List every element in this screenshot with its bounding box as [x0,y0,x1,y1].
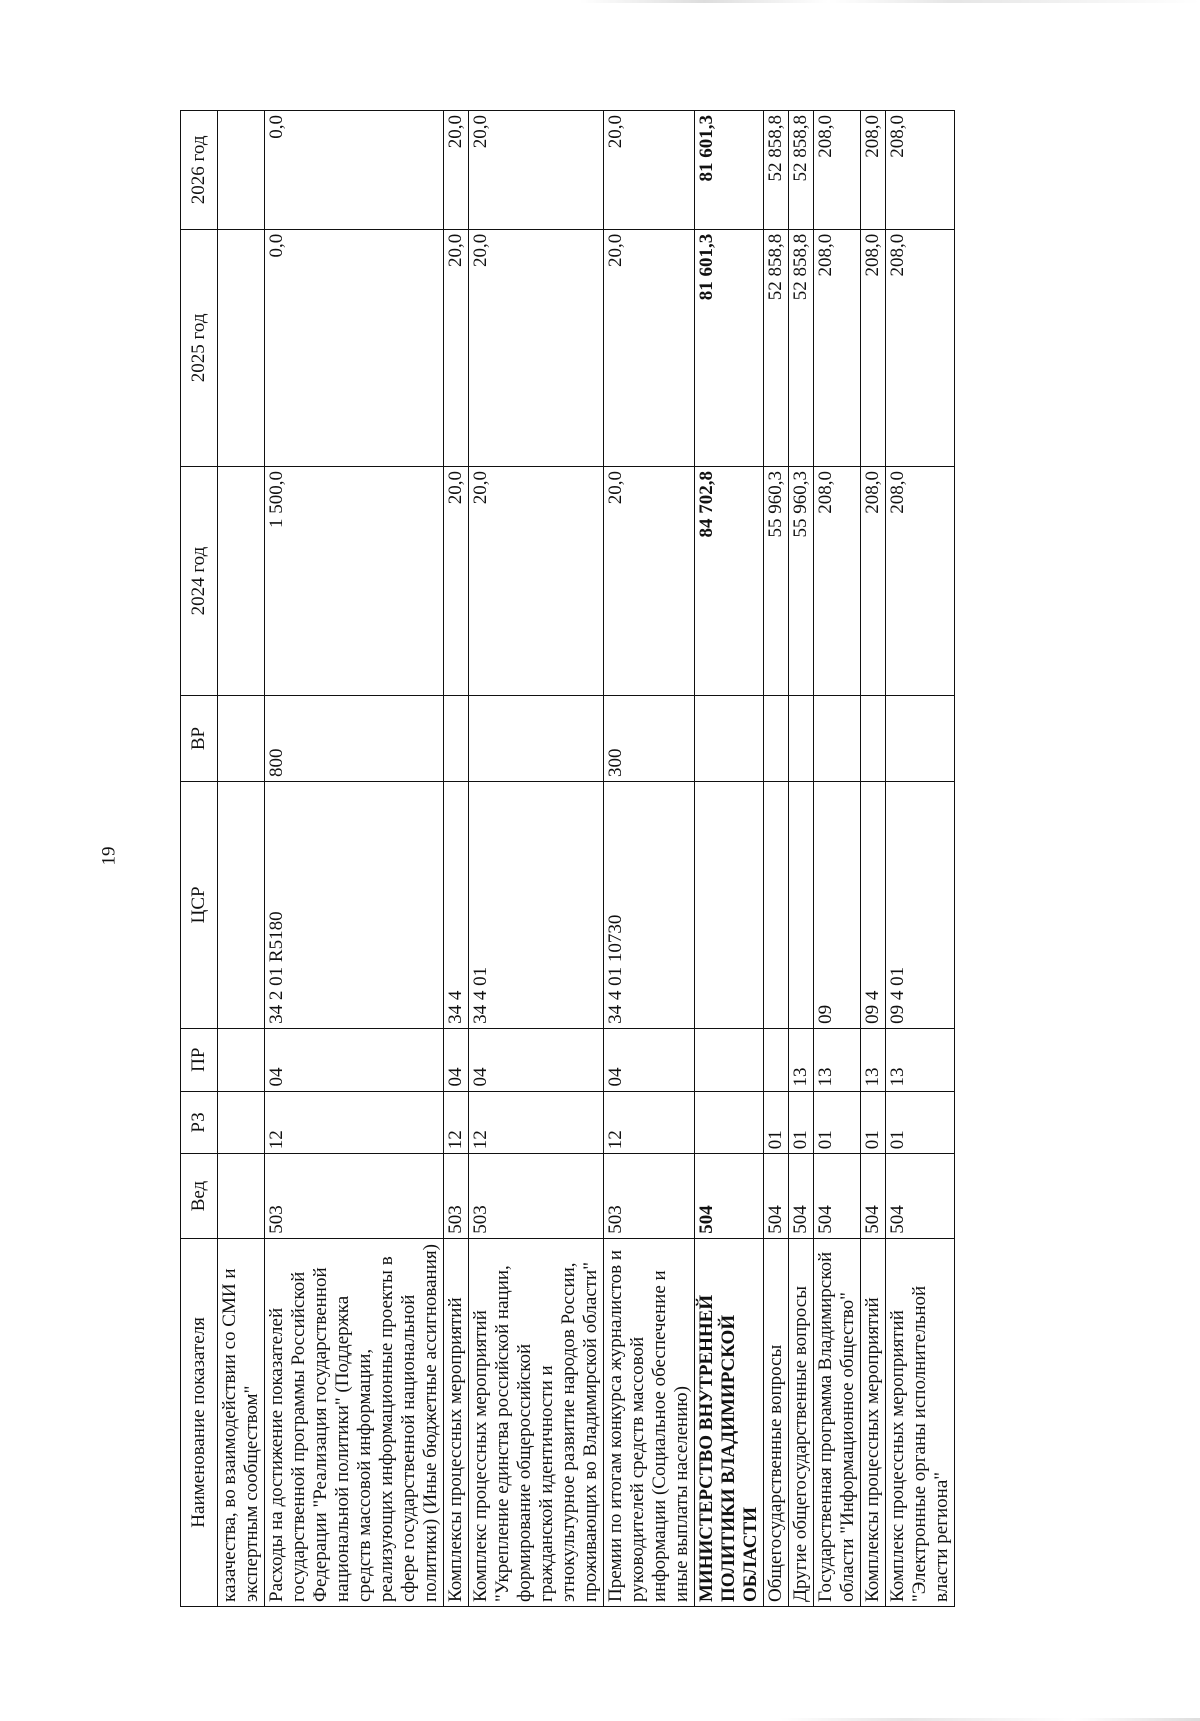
cell-y2026: 20,0 [444,111,469,230]
cell-pr [764,1028,789,1091]
cell-name: Расходы на достижение показателей государственной программы Российской Федерации "Реализация государственной национальной политики" (Поддержка средств массовой информации, реализующих информационные проекты в сфере государственной национальной политики) (Иные бюджетные ассигнования) [265,1238,444,1606]
cell-vr: 300 [604,696,695,782]
cell-y2026: 20,0 [604,111,695,230]
header-2025: 2025 год [181,229,218,466]
header-rz: РЗ [181,1091,218,1154]
header-name: Наименование показателя [181,1238,218,1606]
cell-name: Другие общегосударственные вопросы [789,1238,814,1606]
cell-rz: 01 [814,1091,861,1154]
cell-vr [695,696,764,782]
cell-y2024 [218,466,265,695]
cell-y2025: 20,0 [604,229,695,466]
cell-ved [218,1154,265,1239]
cell-y2025: 208,0 [886,229,955,466]
page-number: 19 [98,846,120,866]
cell-y2024: 20,0 [444,466,469,695]
cell-rz: 12 [444,1091,469,1154]
cell-y2024: 55 960,3 [789,466,814,695]
cell-vr [444,696,469,782]
cell-y2026: 208,0 [886,111,955,230]
cell-y2024: 20,0 [604,466,695,695]
cell-csr [764,781,789,1028]
cell-pr: 13 [814,1028,861,1091]
cell-csr [789,781,814,1028]
cell-name: Государственная программа Владимирской области "Информационное общество" [814,1238,861,1606]
header-2026: 2026 год [181,111,218,230]
cell-y2025: 52 858,8 [789,229,814,466]
cell-name: Премии по итогам конкурса журналистов и руководителей средств массовой информации (Социальное обеспечение и иные выплаты населению) [604,1238,695,1606]
cell-vr [886,696,955,782]
cell-y2026: 0,0 [265,111,444,230]
cell-csr [695,781,764,1028]
cell-pr [218,1028,265,1091]
cell-rz [695,1091,764,1154]
cell-vr [764,696,789,782]
cell-pr: 04 [444,1028,469,1091]
cell-y2026 [218,111,265,230]
cell-name: МИНИСТЕРСТВО ВНУТРЕННЕЙ ПОЛИТИКИ ВЛАДИМИРСКОЙ ОБЛАСТИ [695,1238,764,1606]
cell-csr: 09 4 [861,781,886,1028]
cell-pr: 13 [886,1028,955,1091]
table-row [218,111,265,1607]
cell-rz: 01 [861,1091,886,1154]
header-csr: ЦСР [181,781,218,1028]
cell-y2024: 208,0 [814,466,861,695]
cell-vr [469,696,604,782]
cell-ved: 503 [604,1154,695,1239]
cell-y2024: 208,0 [886,466,955,695]
cell-y2025: 20,0 [444,229,469,466]
cell-pr: 13 [789,1028,814,1091]
cell-rz: 01 [764,1091,789,1154]
cell-y2024: 84 702,8 [695,466,764,695]
cell-csr [218,781,265,1028]
cell-ved: 504 [861,1154,886,1239]
cell-y2025 [218,229,265,466]
cell-ved: 504 [789,1154,814,1239]
cell-name: Комплексы процессных мероприятий [861,1238,886,1606]
cell-ved: 503 [444,1154,469,1239]
cell-y2025: 0,0 [265,229,444,466]
header-ved: Вед [181,1154,218,1239]
cell-vr [218,696,265,782]
cell-rz [218,1091,265,1154]
cell-csr: 34 2 01 R5180 [265,781,444,1028]
table-row [861,111,886,1607]
cell-rz: 01 [789,1091,814,1154]
header-2024: 2024 год [181,466,218,695]
cell-vr: 800 [265,696,444,782]
cell-pr: 04 [469,1028,604,1091]
table-row [764,111,789,1607]
cell-csr: 34 4 01 [469,781,604,1028]
cell-pr [695,1028,764,1091]
cell-name: Комплекс процессных мероприятий "Укрепление единства российской нации, формирование общероссийской гражданской идентичности и этнокультурное развитие народов России, проживающих во Владимирской области" [469,1238,604,1606]
cell-ved: 504 [814,1154,861,1239]
cell-rz: 12 [469,1091,604,1154]
cell-pr: 04 [265,1028,444,1091]
cell-y2025: 81 601,3 [695,229,764,466]
cell-csr: 34 4 [444,781,469,1028]
cell-y2024: 1 500,0 [265,466,444,695]
cell-csr: 09 4 01 [886,781,955,1028]
table-row [469,111,604,1607]
cell-pr: 13 [861,1028,886,1091]
cell-vr [861,696,886,782]
table-row [789,111,814,1607]
rotated-table-container [180,110,955,1607]
cell-y2024: 55 960,3 [764,466,789,695]
cell-rz: 12 [265,1091,444,1154]
cell-name: Комплексы процессных мероприятий [444,1238,469,1606]
cell-vr [789,696,814,782]
cell-y2026: 52 858,8 [764,111,789,230]
cell-name: казачества, во взаимодействии со СМИ и экспертным сообществом" [218,1238,265,1606]
cell-rz: 12 [604,1091,695,1154]
cell-pr: 04 [604,1028,695,1091]
cell-ved: 504 [764,1154,789,1239]
table-row [886,111,955,1607]
cell-name: Комплекс процессных мероприятий "Электронные органы исполнительной власти региона" [886,1238,955,1606]
cell-ved: 504 [886,1154,955,1239]
cell-csr: 34 4 01 10730 [604,781,695,1028]
cell-y2024: 208,0 [861,466,886,695]
cell-y2025: 208,0 [861,229,886,466]
table-row [604,111,695,1607]
cell-ved: 503 [265,1154,444,1239]
cell-y2025: 52 858,8 [764,229,789,466]
cell-y2026: 52 858,8 [789,111,814,230]
table-row [444,111,469,1607]
cell-y2026: 81 601,3 [695,111,764,230]
cell-vr [814,696,861,782]
cell-csr: 09 [814,781,861,1028]
cell-ved: 503 [469,1154,604,1239]
scan-artifact-top [580,0,1200,3]
cell-y2025: 20,0 [469,229,604,466]
cell-y2024: 20,0 [469,466,604,695]
budget-table [180,110,955,1607]
table-row [814,111,861,1607]
table-row [265,111,444,1607]
header-pr: ПР [181,1028,218,1091]
cell-y2026: 208,0 [861,111,886,230]
table-header-row [181,111,218,1607]
cell-y2026: 20,0 [469,111,604,230]
cell-rz: 01 [886,1091,955,1154]
table-row [695,111,764,1607]
cell-y2025: 208,0 [814,229,861,466]
header-vr: ВР [181,696,218,782]
cell-name: Общегосударственные вопросы [764,1238,789,1606]
cell-y2026: 208,0 [814,111,861,230]
cell-ved: 504 [695,1154,764,1239]
